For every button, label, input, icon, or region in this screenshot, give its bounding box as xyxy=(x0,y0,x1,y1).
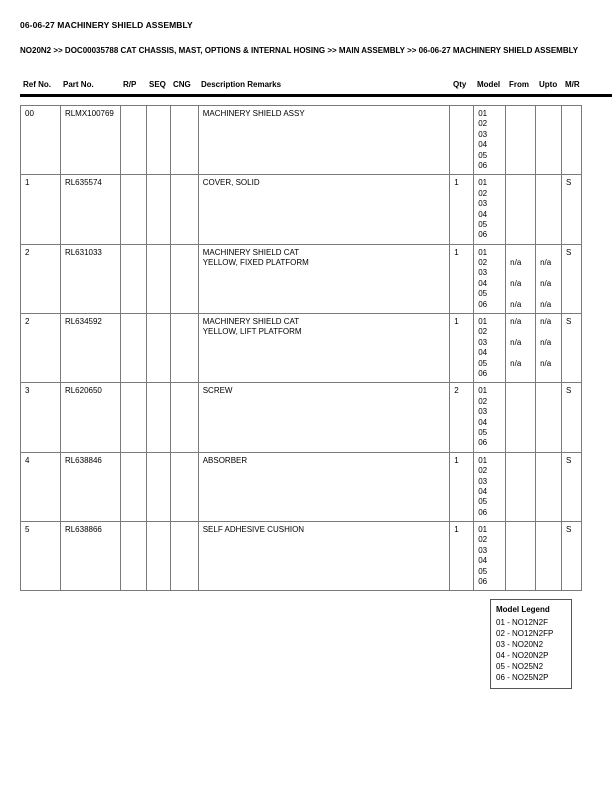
table-row xyxy=(20,175,582,244)
cell-mr: S xyxy=(562,453,582,521)
cell-upto: n/a n/a n/a xyxy=(536,245,562,313)
cell-description: MACHINERY SHIELD ASSY xyxy=(199,106,451,174)
cell-mr xyxy=(562,106,582,174)
cell-seq xyxy=(147,314,171,382)
cell-part-no: RLMX100769 xyxy=(61,106,121,174)
cell-ref-no: 5 xyxy=(21,522,61,590)
legend-item: 06 - NO25N2P xyxy=(496,673,549,683)
cell-qty: 1 xyxy=(450,522,474,590)
cell-mr: S xyxy=(562,175,582,243)
cell-qty: 1 xyxy=(450,245,474,313)
table-row xyxy=(20,245,582,314)
cell-from: n/a n/a n/a xyxy=(506,314,536,382)
cell-cng xyxy=(171,245,199,313)
cell-part-no: RL638846 xyxy=(61,453,121,521)
cell-model: 01 02 03 04 05 06 xyxy=(474,314,506,382)
breadcrumb[interactable]: NO20N2 >> DOC00035788 CAT CHASSIS, MAST, OPTIONS & INTERNAL HOSING >> MAIN ASSEMBLY >> 06-06-27 MACHINERY SHIELD ASSEMBLY xyxy=(20,46,579,55)
cell-model: 01 02 03 04 05 06 xyxy=(474,175,506,243)
cell-part-no: RL635574 xyxy=(61,175,121,243)
cell-part-no: RL620650 xyxy=(61,383,121,451)
cell-cng xyxy=(171,106,199,174)
legend-item: 04 - NO20N2P xyxy=(496,651,549,661)
page-title: 06-06-27 MACHINERY SHIELD ASSEMBLY xyxy=(20,20,193,30)
header-part-no: Part No. xyxy=(63,80,94,89)
header-ref-no: Ref No. xyxy=(23,80,51,89)
cell-model: 01 02 03 04 05 06 xyxy=(474,245,506,313)
cell-ref-no: 1 xyxy=(21,175,61,243)
table-row xyxy=(20,453,582,522)
cell-rp xyxy=(121,106,147,174)
legend-item: 02 - NO12N2FP xyxy=(496,629,554,639)
cell-cng xyxy=(171,522,199,590)
cell-seq xyxy=(147,522,171,590)
cell-qty: 1 xyxy=(450,175,474,243)
cell-mr: S xyxy=(562,314,582,382)
cell-ref-no: 4 xyxy=(21,453,61,521)
cell-seq xyxy=(147,383,171,451)
cell-ref-no: 2 xyxy=(21,314,61,382)
cell-rp xyxy=(121,453,147,521)
cell-qty: 2 xyxy=(450,383,474,451)
cell-description: SCREW xyxy=(199,383,451,451)
cell-seq xyxy=(147,453,171,521)
cell-cng xyxy=(171,314,199,382)
cell-description: COVER, SOLID xyxy=(199,175,451,243)
cell-description: ABSORBER xyxy=(199,453,451,521)
cell-part-no: RL638866 xyxy=(61,522,121,590)
table-row xyxy=(20,105,582,175)
cell-part-no: RL631033 xyxy=(61,245,121,313)
header-model: Model xyxy=(477,80,501,89)
header-mr: M/R xyxy=(565,80,580,89)
cell-description: MACHINERY SHIELD CAT YELLOW, LIFT PLATFORM xyxy=(199,314,451,382)
cell-upto xyxy=(536,522,562,590)
cell-upto xyxy=(536,175,562,243)
cell-ref-no: 00 xyxy=(21,106,61,174)
cell-rp xyxy=(121,245,147,313)
cell-qty: 1 xyxy=(450,314,474,382)
header-cng: CNG xyxy=(173,80,191,89)
cell-model: 01 02 03 04 05 06 xyxy=(474,453,506,521)
header-rp: R/P xyxy=(123,80,137,89)
parts-table xyxy=(20,80,612,591)
cell-mr: S xyxy=(562,245,582,313)
parts-table-body xyxy=(20,105,582,591)
cell-qty: 1 xyxy=(450,453,474,521)
header-upto: Upto xyxy=(539,80,558,89)
cell-upto xyxy=(536,453,562,521)
cell-seq xyxy=(147,245,171,313)
cell-model: 01 02 03 04 05 06 xyxy=(474,522,506,590)
cell-from xyxy=(506,106,536,174)
cell-seq xyxy=(147,175,171,243)
cell-seq xyxy=(147,106,171,174)
cell-upto xyxy=(536,106,562,174)
cell-from xyxy=(506,522,536,590)
header-from: From xyxy=(509,80,529,89)
model-legend xyxy=(490,599,572,689)
cell-description: SELF ADHESIVE CUSHION xyxy=(199,522,451,590)
cell-from xyxy=(506,175,536,243)
legend-title: Model Legend xyxy=(496,605,550,615)
cell-from: n/a n/a n/a xyxy=(506,245,536,313)
cell-rp xyxy=(121,383,147,451)
cell-model: 01 02 03 04 05 06 xyxy=(474,383,506,451)
cell-mr: S xyxy=(562,383,582,451)
cell-from xyxy=(506,453,536,521)
legend-item: 05 - NO25N2 xyxy=(496,662,544,672)
cell-rp xyxy=(121,175,147,243)
header-description: Description Remarks xyxy=(201,80,282,89)
table-row xyxy=(20,383,582,452)
cell-from xyxy=(506,383,536,451)
cell-cng xyxy=(171,383,199,451)
cell-ref-no: 2 xyxy=(21,245,61,313)
legend-items xyxy=(496,617,567,683)
cell-rp xyxy=(121,314,147,382)
cell-description: MACHINERY SHIELD CAT YELLOW, FIXED PLATFORM xyxy=(199,245,451,313)
cell-cng xyxy=(171,453,199,521)
cell-model: 01 02 03 04 05 06 xyxy=(474,106,506,174)
cell-part-no: RL634592 xyxy=(61,314,121,382)
cell-upto: n/a n/a n/a xyxy=(536,314,562,382)
legend-item: 01 - NO12N2F xyxy=(496,618,549,628)
header-seq: SEQ xyxy=(149,80,166,89)
cell-upto xyxy=(536,383,562,451)
cell-rp xyxy=(121,522,147,590)
header-qty: Qty xyxy=(453,80,467,89)
cell-mr: S xyxy=(562,522,582,590)
cell-cng xyxy=(171,175,199,243)
table-header-row xyxy=(20,80,612,89)
table-row xyxy=(20,522,582,591)
legend-item: 03 - NO20N2 xyxy=(496,640,544,650)
cell-qty xyxy=(450,106,474,174)
header-rule xyxy=(20,94,612,97)
cell-ref-no: 3 xyxy=(21,383,61,451)
table-row xyxy=(20,314,582,383)
